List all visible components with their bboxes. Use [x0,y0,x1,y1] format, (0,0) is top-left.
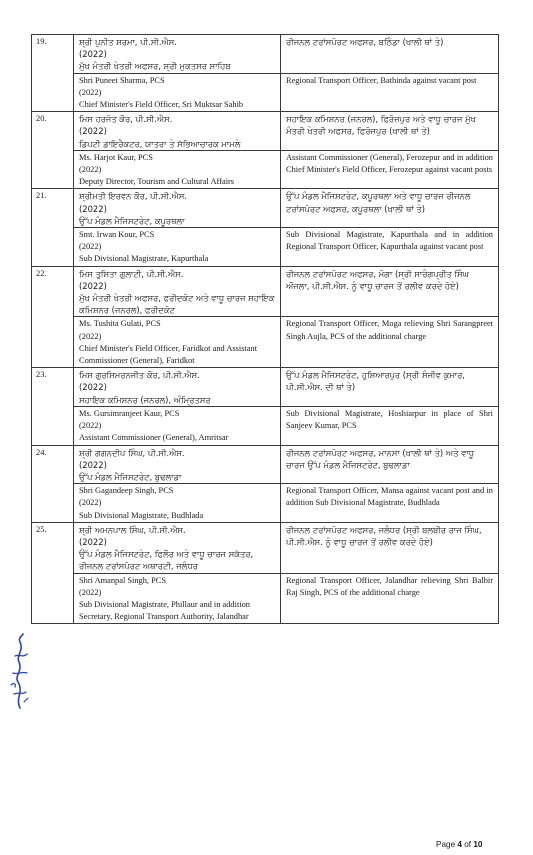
handwritten-signature [6,632,34,712]
present-posting-english: Assistant Commissioner (General), Amritsar [79,433,229,443]
new-posting-punjabi: ਰੀਜਨਲ ਟਰਾਂਸਪੋਰਟ ਅਫਸਰ, ਮਾਨਸਾ (ਖਾਲੀ ਥਾਂ ਤੇ) ਅਤੇ ਵਾਧੂ ਚਾਰਜ ਉੱਪ ਮੰਡਲ ਮੈਜਿਸਟਰੇਟ, ਬੁਢਲਾਡਾ [281,445,499,484]
new-posting-punjabi: ਉੱਪ ਮੰਡਲ ਮੈਜਿਸਟਰੇਟ, ਹੁਸ਼ਿਆਰਪੁਰ (ਸ੍ਰੀ ਸੰਜੀਵ ਕੁਮਾਰ, ਪੀ.ਸੀ.ਐਸ. ਦੀ ਥਾਂ ਤੇ) [281,368,499,407]
table-row-punjabi [32,445,499,484]
transfer-orders-table [31,34,499,624]
officer-punjabi-cell [74,368,281,407]
new-posting-english: Sub Divisional Magistrate, Hoshiarpur in place of Shri Sanjeev Kumar, PCS [281,406,499,445]
officer-name-punjabi: ਮਿਸ ਹਰਜੋਤ ਕੌਰ, ਪੀ.ਸੀ.ਐਸ. [79,114,173,125]
page-current: 4 [457,840,462,849]
batch-year: (2022) [79,421,102,431]
new-posting-punjabi: ਉੱਪ ਮੰਡਲ ਮੈਜਿਸਟਰੇਟ, ਕਪੂਰਥਲਾ ਅਤੇ ਵਾਧੂ ਚਾਰਜ ਰੀਜਨਲ ਟਰਾਂਸਪੋਰਟ ਅਫਸਰ, ਕਪੂਰਥਲਾ (ਖਾਲੀ ਥਾਂ ਤੇ) [281,189,499,228]
officer-name-punjabi: ਸ਼੍ਰੀ ਪੁਨੀਤ ਸ਼ਰਮਾ, ਪੀ.ਸੀ.ਐਸ. [79,37,177,47]
new-posting-punjabi: ਰੀਜਨਲ ਟਰਾਂਸਪੋਰਟ ਅਫਸਰ, ਮੋਗਾ (ਸ੍ਰੀ ਸਾਰੰਗਪ੍ਰੀਤ ਸਿੰਘ ਔਜਲਾ, ਪੀ.ਸੀ.ਐਸ. ਨੂੰ ਵਾਧੂ ਚਾਰਜ ਤੋਂ ਰਲੀਵ ਕਰਦੇ ਹੋਏ) [281,266,499,317]
batch-year: (2022) [79,459,107,470]
table-row-punjabi [32,266,499,317]
officer-name-english: Ms. Tushita Gulati, PCS [79,319,161,329]
present-posting-english: Deputy Director, Tourism and Cultural Affairs [79,177,235,187]
officer-english-cell [74,573,281,624]
serial-number: 23. [32,368,74,445]
table-row-punjabi [32,522,499,573]
present-posting-punjabi: ਉੱਪ ਮੰਡਲ ਮੈਜਿਸਟਰੇਟ, ਕਪੂਰਥਲਾ [79,215,185,226]
new-posting-punjabi: ਰੀਜਨਲ ਟਰਾਂਸਪੋਰਟ ਅਫਸਰ, ਬਠਿੰਡਾ (ਖਾਲੀ ਥਾਂ ਤੇ) [281,35,499,74]
new-posting-punjabi: ਰੀਜਨਲ ਟਰਾਂਸਪੋਰਟ ਅਫਸਰ, ਜਲੰਧਰ (ਸ੍ਰੀ ਬਲਬੀਰ ਰਾਜ ਸਿੰਘ, ਪੀ.ਸੀ.ਐਸ. ਨੂੰ ਵਾਧੂ ਚਾਰਜ ਤੋਂ ਰਲੀਵ ਕਰਦੇ ਹੋਏ) [281,522,499,573]
table-row-english [32,484,499,523]
new-posting-english: Sub Divisional Magistrate, Kapurthala and in addition Regional Transport Officer, Kapurthala against vacant post [281,228,499,267]
officer-punjabi-cell [74,112,281,151]
present-posting-punjabi: ਉੱਪ ਮੰਡਲ ਮੈਜਿਸਟਰੇਟ, ਫਿਲੌਰ ਅਤੇ ਵਾਧੂ ਚਾਰਜ ਸਕੱਤਰ, ਰੀਜਨਲ ਟਰਾਂਸਪੋਰਟ ਅਥਾਰਟੀ, ਜਲੰਧਰ [79,549,254,572]
page-of: of [464,840,472,849]
officer-name-english: Shri Puneet Sharma, PCS [79,75,165,85]
batch-year: (2022) [79,242,102,252]
officer-punjabi-cell [74,445,281,484]
new-posting-punjabi: ਸਹਾਇਕ ਕਮਿਸ਼ਨਰ (ਜਨਰਲ), ਫਿਰੋਜ਼ਪੁਰ ਅਤੇ ਵਾਧੂ ਚਾਰਜ ਮੁੱਖ ਮੰਤਰੀ ਖੇਤਰੀ ਅਫਸਰ, ਫਿਰੋਜ਼ਪੁਰ (ਖਾਲੀ ਥਾਂ ਤੇ) [281,112,499,151]
present-posting-english: Sub Divisional Magistrate, Phillaur and in addition Secretary, Regional Transport Authority, Jalandhar [79,599,250,622]
officer-name-english: Shri Amanpal Singh, PCS [79,575,167,585]
present-posting-english: Sub Divisional Magistrate, Budhlada [79,510,204,520]
table-row-english [32,150,499,189]
table-row-punjabi [32,112,499,151]
officer-name-punjabi: ਸ਼੍ਰੀ ਅਮਨਪਾਲ ਸਿੰਘ, ਪੀ.ਸੀ.ਐਸ. [79,524,186,535]
table-row-punjabi [32,189,499,228]
present-posting-punjabi: ਉੱਪ ਮੰਡਲ ਮੈਜਿਸਟਰੇਟ, ਬੁਢਲਾਡਾ [79,471,182,482]
officer-english-cell [74,73,281,112]
present-posting-punjabi: ਸਹਾਇਕ ਕਮਿਸ਼ਨਰ (ਜਨਰਲ), ਅੰਮ੍ਰਿਤਸਰ [79,394,211,405]
batch-year: (2022) [79,87,102,97]
batch-year: (2022) [79,587,102,597]
page-number [436,840,482,849]
officer-name-english: Smt. Irwan Kour, PCS [79,230,155,240]
officer-english-cell [74,406,281,445]
officer-name-punjabi: ਮਿਸ ਗੁਰਸਿਮਰਨਜੀਤ ਕੌਰ, ਪੀ.ਸੀ.ਐਸ. [79,370,200,381]
batch-year: (2022) [79,203,107,214]
new-posting-english: Regional Transport Officer, Jalandhar relieving Shri Balbir Raj Singh, PCS of the additional charge [281,573,499,624]
batch-year: (2022) [79,331,102,341]
table-row-english [32,317,499,368]
batch-year: (2022) [79,165,102,175]
batch-year: (2022) [79,280,107,291]
present-posting-english: Sub Divisional Magistrate, Kapurthala [79,254,209,264]
table-row-punjabi [32,368,499,407]
table-row-punjabi [32,35,499,74]
officer-name-punjabi: ਸ਼੍ਰੀਮਤੀ ਇਰਵਨ ਕੌਰ, ਪੀ.ਸੀ.ਐਸ. [79,191,187,202]
new-posting-english: Regional Transport Officer, Moga relieving Shri Sarangpreet Singh Aujla, PCS of the additional charge [281,317,499,368]
batch-year: (2022) [79,382,107,393]
present-posting-english: Chief Minister's Field Officer, Sri Muktsar Sahib [79,100,244,110]
officer-punjabi-cell [74,189,281,228]
officer-english-cell [74,317,281,368]
table-row-english [32,228,499,267]
officer-name-english: Shri Gagandeep Singh, PCS [79,486,174,496]
batch-year: (2022) [79,49,107,60]
officer-name-english: Ms. Gursimranjeet Kaur, PCS [79,408,180,418]
officer-punjabi-cell [74,35,281,74]
table-row-english [32,573,499,624]
batch-year: (2022) [79,126,107,137]
officer-english-cell [74,228,281,267]
serial-number: 21. [32,189,74,266]
present-posting-punjabi: ਡਿਪਟੀ ਡਾਇਰੈਕਟਰ, ਯਾਤਰਾ ਤੇ ਸੱਭਿਆਚਾਰਕ ਮਾਮਲੇ [79,138,241,149]
serial-number: 25. [32,522,74,624]
officer-english-cell [74,150,281,189]
batch-year: (2022) [79,498,102,508]
serial-number: 24. [32,445,74,522]
serial-number: 19. [32,35,74,112]
officer-punjabi-cell [74,522,281,573]
officer-name-punjabi: ਸ਼੍ਰੀ ਗਗਨਦੀਪ ਸਿੰਘ, ਪੀ.ਸੀ.ਐਸ. [79,447,185,458]
page-total: 10 [473,840,483,849]
table-row-english [32,73,499,112]
batch-year: (2022) [79,536,107,547]
page-prefix: Page [436,840,456,849]
officer-english-cell [74,484,281,523]
new-posting-english: Regional Transport Officer, Bathinda against vacant post [281,73,499,112]
serial-number: 20. [32,112,74,189]
officer-punjabi-cell [74,266,281,317]
present-posting-punjabi: ਮੁੱਖ ਮੰਤਰੀ ਖੇਤਰੀ ਅਫਸਰ, ਫਰੀਦਕੋਟ ਅਤੇ ਵਾਧੂ ਚਾਰਜ ਸਹਾਇਕ ਕਮਿਸ਼ਨਰ (ਜਨਰਲ), ਫਰੀਦਕੋਟ [79,293,275,316]
new-posting-english: Assistant Commissioner (General), Ferozepur and in addition Chief Minister's Field Officer, Ferozepur against vacant posts [281,150,499,189]
serial-number: 22. [32,266,74,368]
table-row-english [32,406,499,445]
table-body [32,35,499,624]
new-posting-english: Regional Transport Officer, Mansa against vacant post and in addition Sub Divisional Magistrate, Budhlada [281,484,499,523]
present-posting-punjabi: ਮੁੱਖ ਮੰਤਰੀ ਖੇਤਰੀ ਅਫਸਰ, ਸ਼੍ਰੀ ਮੁਕਤਸਰ ਸਾਹਿਬ [79,61,231,72]
officer-name-english: Ms. Harjot Kaur, PCS [79,152,153,162]
officer-name-punjabi: ਮਿਸ ਤੁਸ਼ਿਤਾ ਗੁਲਾਟੀ, ਪੀ.ਸੀ.ਐਸ. [79,268,184,279]
present-posting-english: Chief Minister's Field Officer, Faridkot and Assistant Commissioner (General), Faridkot [79,343,258,366]
